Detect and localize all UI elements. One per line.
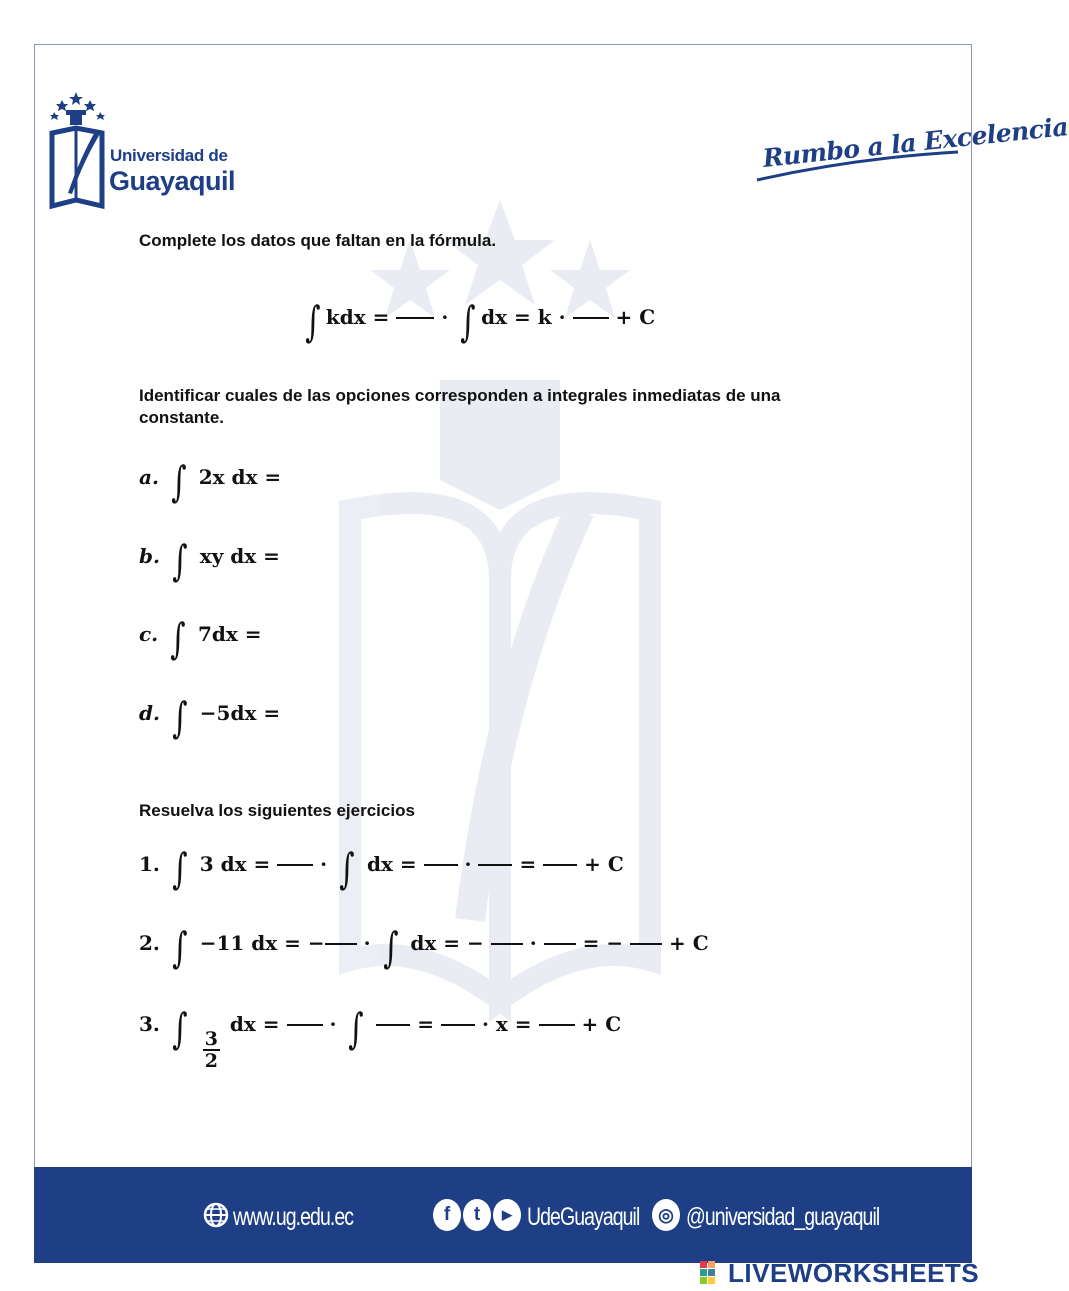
instruction-complete-formula: Complete los datos que faltan en la fórmula.: [139, 231, 497, 250]
globe-icon: [203, 1200, 229, 1230]
blank-field[interactable]: [630, 943, 662, 945]
blank-field[interactable]: [325, 943, 357, 945]
liveworksheets-brand: [700, 1258, 979, 1288]
integral-sign: ∫: [339, 844, 355, 893]
blank-field[interactable]: [424, 864, 458, 866]
logo-text-line1: Universidad de: [110, 146, 228, 165]
integral-sign: ∫: [172, 923, 188, 972]
integral-sign: ∫: [172, 1004, 188, 1053]
option-c[interactable]: c. ∫ 7dx =: [139, 614, 262, 663]
blank-field[interactable]: [539, 1024, 575, 1026]
exercise-1: 1. ∫ 3 dx = · ∫ dx = · = + C: [139, 844, 624, 893]
blank-field[interactable]: [544, 943, 576, 945]
integral-sign: ∫: [172, 693, 188, 742]
integral-sign: ∫: [171, 457, 187, 506]
instagram-handle[interactable]: @universidad_guayaquil: [686, 1203, 880, 1231]
facebook-icon[interactable]: f: [433, 1199, 461, 1231]
facebook-handle[interactable]: UdeGuayaquil: [527, 1203, 640, 1231]
integral-sign: ∫: [170, 614, 186, 663]
website-link[interactable]: www.ug.edu.ec: [233, 1203, 354, 1231]
integral-sign: ∫: [172, 844, 188, 893]
blank-field[interactable]: [277, 864, 313, 866]
blank-field[interactable]: [287, 1024, 323, 1026]
youtube-icon[interactable]: ▶: [493, 1199, 521, 1231]
blank-field[interactable]: [441, 1024, 475, 1026]
option-a[interactable]: a. ∫ 2x dx =: [139, 457, 282, 506]
integral-sign: ∫: [348, 1004, 365, 1053]
instruction-identify-options: Identificar cuales de las opciones corresponden a integrales inmediatas de una constante.: [139, 386, 781, 427]
liveworksheets-text: LIVEWORKSHEETS: [728, 1257, 980, 1288]
exercise-3: 3. ∫ $\frac{3}{2}$ dx = · ∫ = · x = + C: [139, 1004, 622, 1072]
blank-field[interactable]: [543, 864, 577, 866]
blank-field[interactable]: [573, 317, 609, 319]
logo-text-line2: Guayaquil: [109, 166, 236, 196]
integral-sign: ∫: [172, 536, 188, 585]
blank-field[interactable]: [491, 943, 523, 945]
formula-constant-integral: ∫ kdx = · ∫ dx = k · + C: [305, 297, 656, 346]
slogan-underline-swash: [755, 150, 960, 185]
twitter-icon[interactable]: t: [463, 1199, 491, 1231]
blank-field[interactable]: [376, 1024, 410, 1026]
instagram-icon[interactable]: ◎: [652, 1199, 680, 1231]
slogan-text: Rumbo a la Excelencia: [761, 112, 1069, 173]
exercise-2: 2. ∫ −11 dx = − · ∫ dx = − · = − + C: [139, 923, 709, 972]
blank-field[interactable]: [478, 864, 512, 866]
integral-sign: ∫: [382, 923, 399, 972]
option-d[interactable]: d. ∫ −5dx =: [139, 693, 281, 742]
integral-sign: ∫: [460, 297, 476, 346]
option-b[interactable]: b. ∫ xy dx =: [139, 536, 280, 585]
integral-sign: ∫: [305, 297, 321, 346]
liveworksheets-logo-icon: [700, 1261, 724, 1285]
blank-field[interactable]: [396, 317, 434, 319]
fraction-three-halves: $\frac{3}{2}$: [204, 1028, 218, 1072]
instruction-solve-exercises: Resuelva los siguientes ejercicios: [139, 801, 415, 820]
